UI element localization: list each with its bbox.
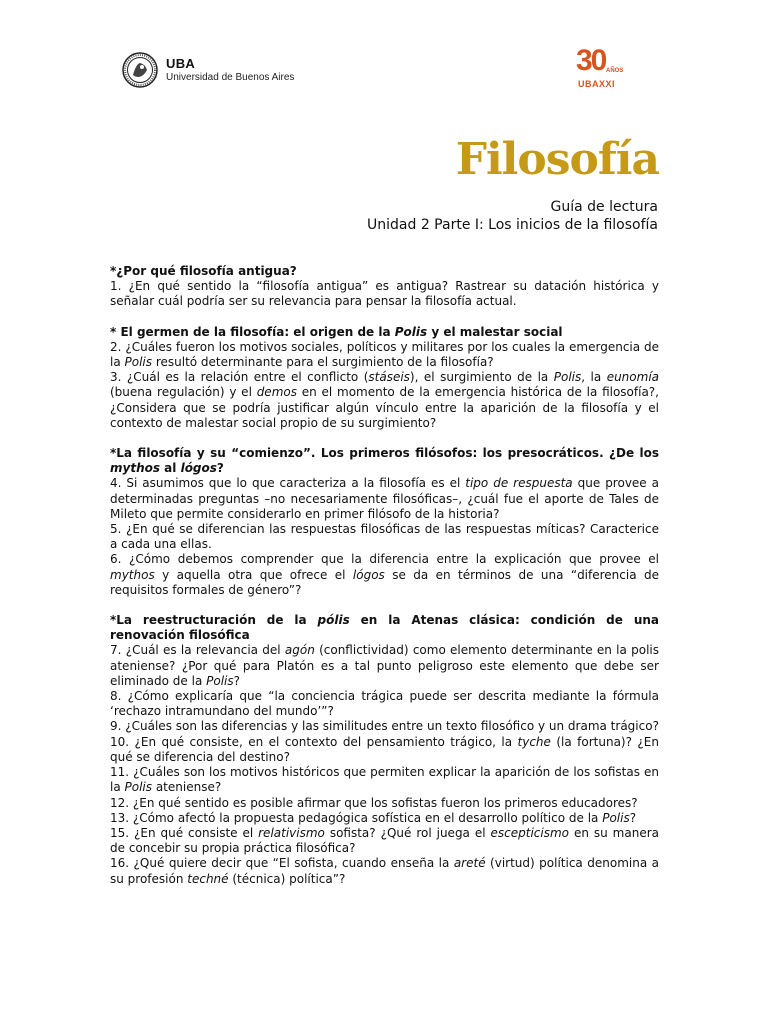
question-item: 9. ¿Cuáles son las diferencias y las similitudes entre un texto filosófico y un drama trágico? <box>110 719 659 734</box>
question-item: 4. Si asumimos que lo que caracteriza a la filosofía es el tipo de respuesta que provee a determinadas preguntas –no necesariamente filosóficas–, ¿cuál fue el aporte de Tales de Mileto que permite considerarlo en primer filósofo de la historia? <box>110 476 659 521</box>
guide-subtitle: Guía de lectura <box>550 199 658 215</box>
emphasis-term: mythos <box>110 567 155 582</box>
question-item: 10. ¿En qué consiste, en el contexto del pensamiento trágico, la tyche (la fortuna)? ¿En qué se diferencia del destino? <box>110 734 659 764</box>
emphasis-term: Polis <box>602 810 630 825</box>
emphasis-term: escepticismo <box>490 825 570 840</box>
emphasis-term: areté <box>453 856 486 871</box>
emphasis-term: pólis <box>317 613 350 628</box>
question-section <box>110 325 659 431</box>
emphasis-term: Polis <box>553 370 582 385</box>
emphasis-term: demos <box>256 385 297 400</box>
section-title: *¿Por qué filosofía antigua? <box>110 264 297 278</box>
question-item: 8. ¿Cómo explicaría que “la conciencia trágica puede ser descrita mediante la fórmula ‘rechazo intramundano del mundo’”? <box>110 689 659 719</box>
question-section <box>110 446 659 598</box>
emphasis-term: Polis <box>206 673 234 688</box>
emphasis-term: eunomía <box>606 370 659 385</box>
question-item: 15. ¿En qué consiste el relativismo sofista? ¿Qué rol juega el escepticismo en su manera de concebir su propia práctica filosófica? <box>110 825 659 856</box>
anniversary-word: AÑOS <box>606 68 624 74</box>
question-item: 12. ¿En qué sentido es posible afirmar que los sofistas fueron los primeros educadores? <box>110 795 638 810</box>
emphasis-term: relativismo <box>258 825 325 840</box>
emphasis-term: mythos <box>110 461 160 476</box>
anniversary-org: UBAXXI <box>578 79 616 89</box>
question-section <box>110 264 659 310</box>
emphasis-term: Polis <box>124 780 153 795</box>
question-item: 6. ¿Cómo debemos comprender que la diferencia entre la explicación que provee el mythos y aquella otra que ofrece el lógos se da en términos de una “diferencia de requisitos formales de género”? <box>110 552 659 597</box>
unit-subtitle: Unidad 2 Parte I: Los inicios de la filosofía <box>367 217 658 233</box>
emphasis-term: agón <box>284 643 315 658</box>
section-title: *La reestructuración de la pólis en la Atenas clásica: condición de una renovación filosófica <box>110 613 659 643</box>
question-item: 13. ¿Cómo afectó la propuesta pedagógica sofística en el desarrollo político de la Polis? <box>110 810 637 825</box>
emphasis-term: lógos <box>180 461 217 476</box>
question-item: 3. ¿Cuál es la relación entre el conflicto (stáseis), el surgimiento de la Polis, la eunomía (buena regulación) y el demos en el momento de la emergencia histórica de la filosofía?, ¿Considera que se podría justificar algún vínculo entre la aparición de la filosofía y el contexto de malestar social propio de su surgimiento? <box>110 370 659 430</box>
anniversary-number: 30 <box>576 44 606 77</box>
emphasis-term: Polis <box>124 355 153 370</box>
logo-subtitle: Universidad de Buenos Aires <box>166 72 295 83</box>
uba-seal-icon <box>122 52 158 88</box>
emphasis-term: stáseis <box>368 370 410 385</box>
emphasis-term: tipo de respuesta <box>465 476 573 491</box>
emphasis-term: lógos <box>352 567 385 582</box>
emphasis-term: techné <box>187 871 229 886</box>
page-header <box>0 0 768 110</box>
question-item: 16. ¿Qué quiere decir que “El sofista, cuando enseña la areté (virtud) política denomina a su profesión techné (técnica) política”? <box>110 856 659 886</box>
question-list <box>110 264 659 902</box>
section-title: *La filosofía y su “comienzo”. Los primeros filósofos: los presocráticos. ¿De los mythos al lógos? <box>110 446 659 476</box>
anniversary-logo <box>576 46 626 94</box>
emphasis-term: Polis <box>394 324 428 339</box>
section-title: * El germen de la filosofía: el origen de la Polis y el malestar social <box>110 324 563 339</box>
question-item: 11. ¿Cuáles son los motivos históricos que permiten explicar la aparición de los sofistas en la Polis ateniense? <box>110 765 659 795</box>
question-item: 2. ¿Cuáles fueron los motivos sociales, políticos y militares por los cuales la emergencia de la Polis resultó determinante para el surgimiento de la filosofía? <box>110 339 659 370</box>
question-section <box>110 613 659 887</box>
question-item: 1. ¿En qué sentido la “filosofía antigua” es antigua? Rastrear su datación histórica y señalar cuál podría ser su relevancia para pensar la filosofía actual. <box>110 279 659 309</box>
question-item: 7. ¿Cuál es la relevancia del agón (conflictividad) como elemento determinante en la polis ateniense? ¿Por qué para Platón es a tal punto peligroso este elemento que debe ser eliminado de la Polis? <box>110 643 659 688</box>
page-title: Filosofía <box>455 134 659 185</box>
emphasis-term: tyche <box>517 734 551 749</box>
question-item: 5. ¿En qué se diferencian las respuestas filosóficas de las respuestas míticas? Caracterice a cada una ellas. <box>110 522 659 552</box>
logo-title: UBA <box>166 56 196 71</box>
